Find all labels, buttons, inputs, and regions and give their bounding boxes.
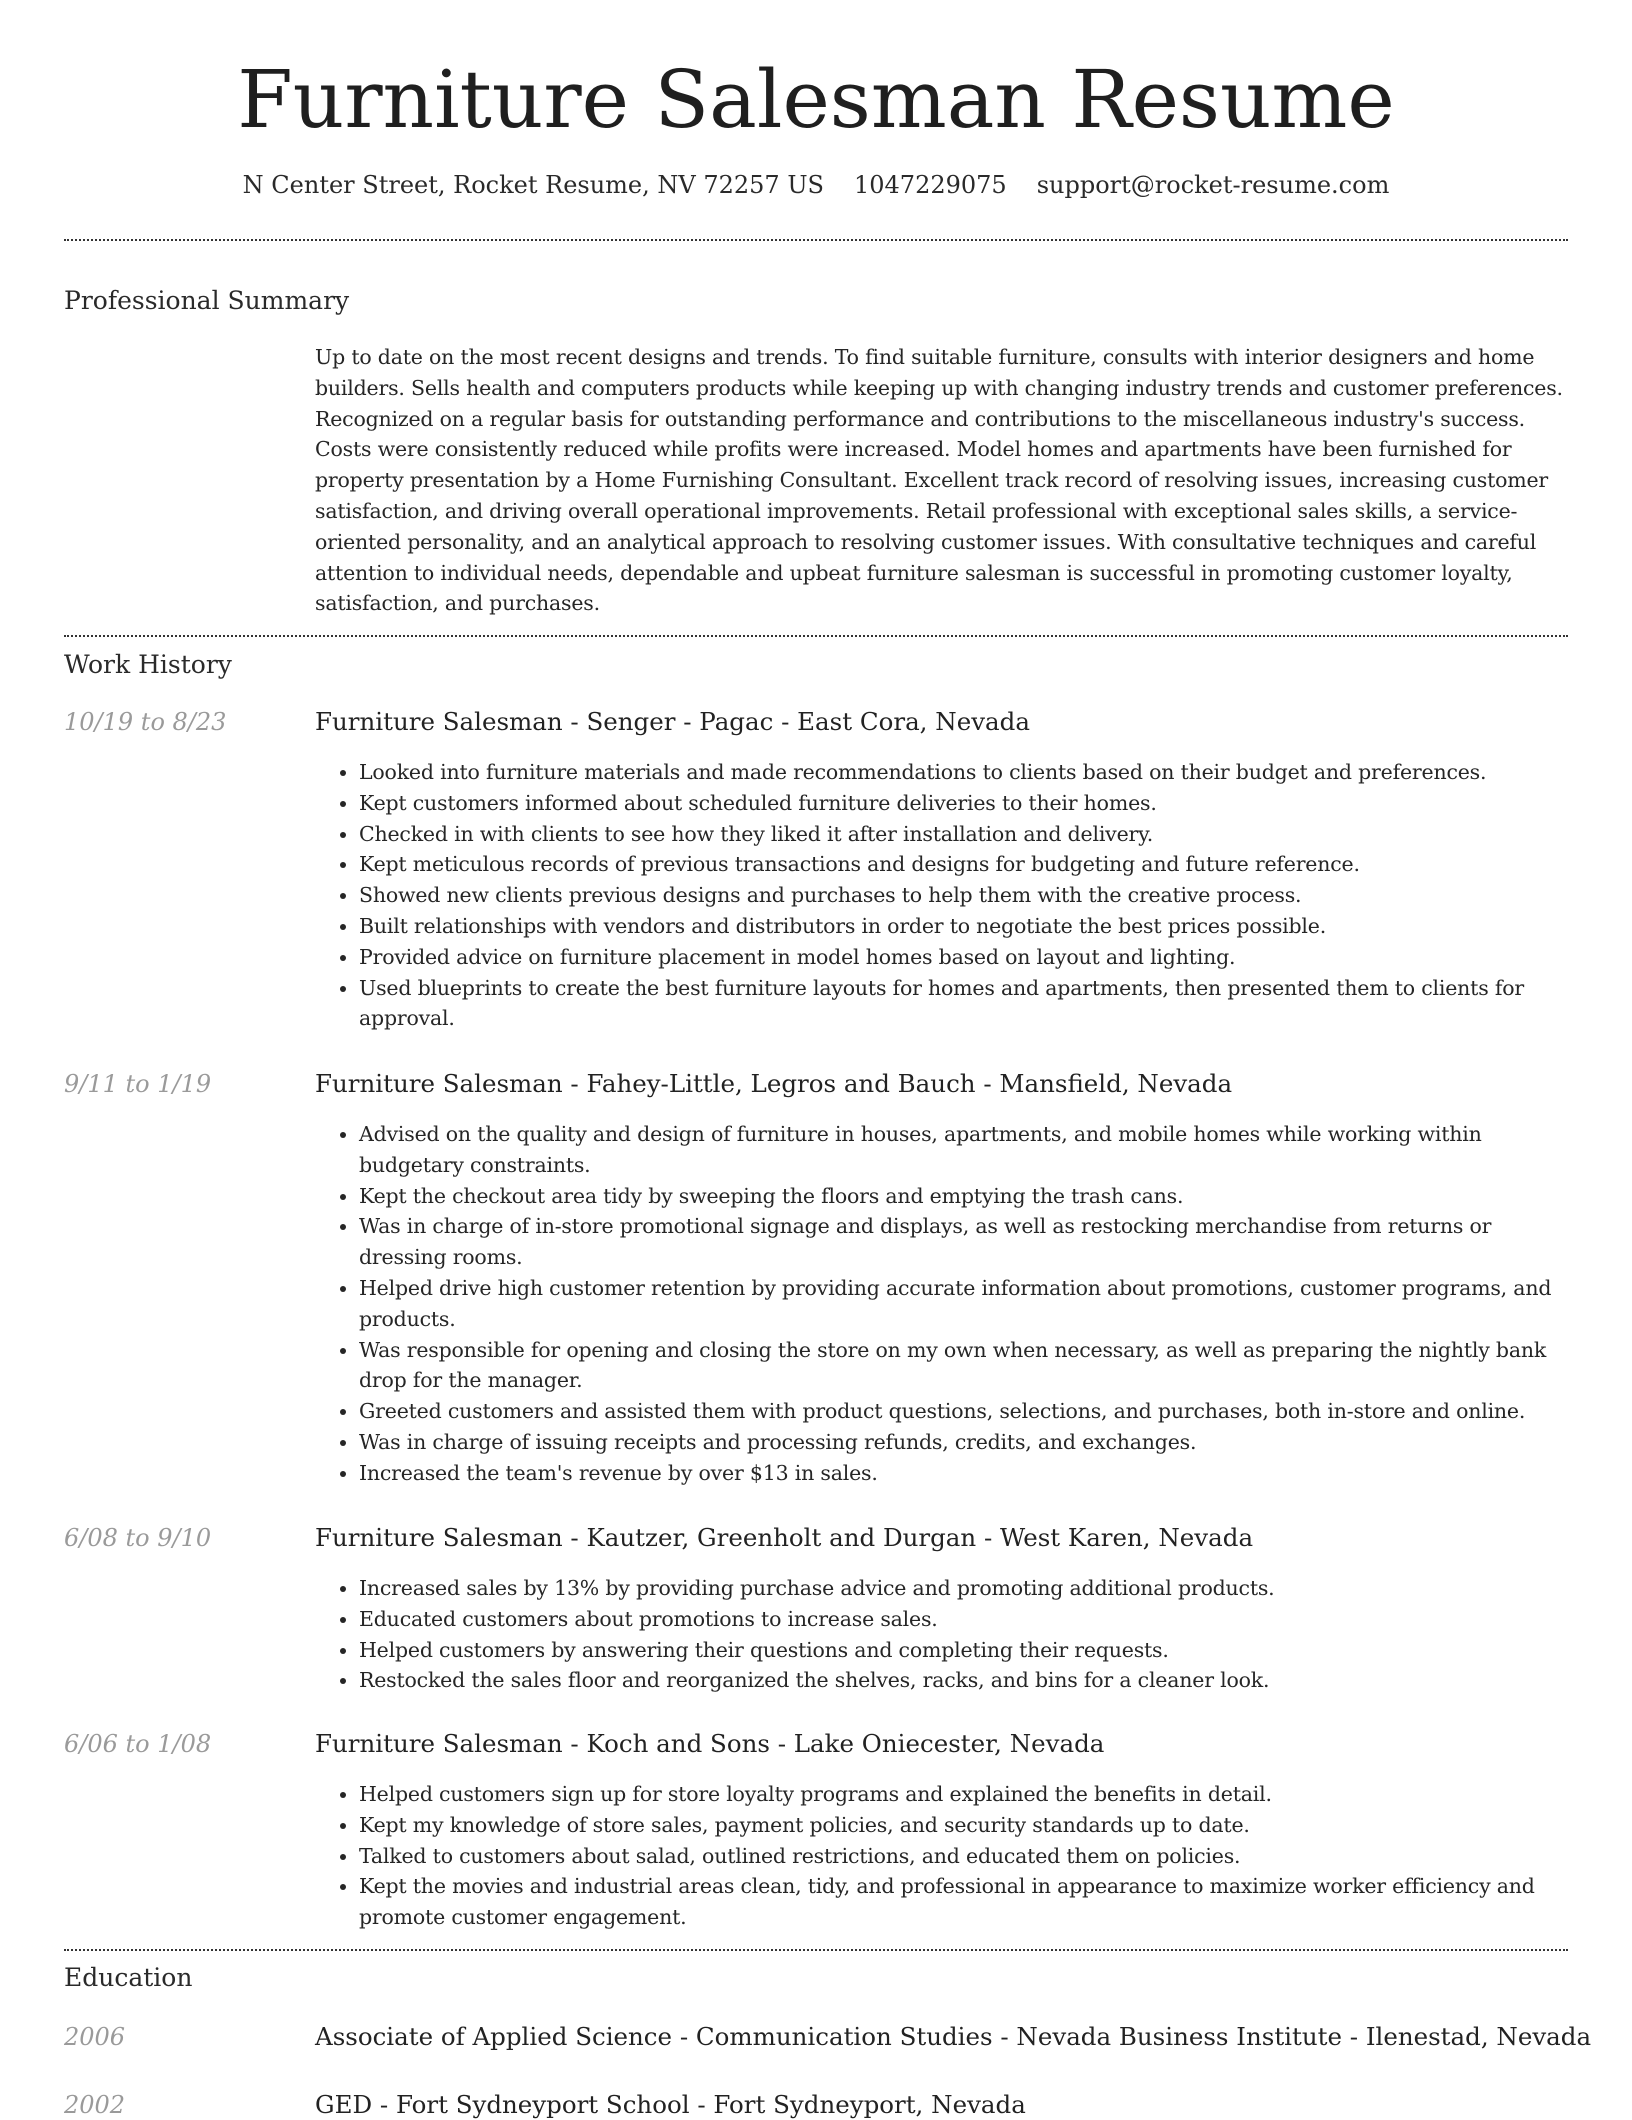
job-bullet: • Kept customers informed about scheduled furniture deliveries to their homes. <box>359 788 1568 819</box>
job-bullet: • Looked into furniture materials and made recommendations to clients based on their budget and preferences. <box>359 757 1568 788</box>
job-bullet: • Helped drive high customer retention by providing accurate information about promotions, customer programs, and products. <box>359 1273 1568 1335</box>
job-dates: 6/08 to 9/10 <box>64 1524 212 1552</box>
education-entry: Associate of Applied Science - Communication Studies - Nevada Business Institute - Ilenestad, Nevada <box>315 2022 1592 2051</box>
job-bullets <box>315 1573 1568 1696</box>
contact-address: N Center Street, Rocket Resume, NV 72257 US <box>242 171 824 199</box>
job-dates: 9/11 to 1/19 <box>64 1070 212 1098</box>
job-bullet: • Showed new clients previous designs and purchases to help them with the creative process. <box>359 880 1568 911</box>
contact-email: support@rocket-resume.com <box>1036 171 1390 199</box>
job-bullet: • Kept the movies and industrial areas clean, tidy, and professional in appearance to maximize worker efficiency and promote customer engagement. <box>359 1871 1568 1933</box>
divider-summary <box>64 635 1568 637</box>
section-heading-work-history: Work History <box>64 650 232 679</box>
job-dates: 6/06 to 1/08 <box>64 1730 212 1758</box>
divider-header <box>64 239 1568 241</box>
job-bullet: • Kept my knowledge of store sales, payment policies, and security standards up to date. <box>359 1810 1568 1841</box>
job-bullet: • Checked in with clients to see how they liked it after installation and delivery. <box>359 819 1568 850</box>
job-bullet: • Used blueprints to create the best furniture layouts for homes and apartments, then presented them to clients for approval. <box>359 973 1568 1035</box>
job-bullet: • Kept meticulous records of previous transactions and designs for budgeting and future reference. <box>359 849 1568 880</box>
job-bullets <box>315 1779 1568 1933</box>
summary-text: Up to date on the most recent designs and trends. To find suitable furniture, consults with interior designers and home builders. Sells health and computers products while keeping up with changing industry trends and customer preferences. Recognized on a regular basis for outstanding performance and contributions to the miscellaneous industry's success. Costs were consistently reduced while profits were increased. Model homes and apartments have been furnished for property presentation by a Home Furnishing Consultant. Excellent track record of resolving issues, increasing customer satisfaction, and driving overall operational improvements. Retail professional with exceptional sales skills, a service-oriented personality, and an analytical approach to resolving customer issues. With consultative techniques and careful attention to individual needs, dependable and upbeat furniture salesman is successful in promoting customer loyalty, satisfaction, and purchases. <box>315 345 1563 616</box>
job-bullets <box>315 1119 1568 1489</box>
contact-line <box>0 170 1632 200</box>
job-title: Furniture Salesman - Senger - Pagac - East Cora, Nevada <box>315 707 1030 736</box>
job-bullet: • Was in charge of in-store promotional signage and displays, as well as restocking merchandise from returns or dressing rooms. <box>359 1211 1568 1273</box>
job-bullet: • Advised on the quality and design of furniture in houses, apartments, and mobile homes while working within budgetary constraints. <box>359 1119 1568 1181</box>
contact-phone: 1047229075 <box>854 171 1007 199</box>
job-bullet: • Built relationships with vendors and distributors in order to negotiate the best prices possible. <box>359 911 1568 942</box>
education-entry: GED - Fort Sydneyport School - Fort Sydneyport, Nevada <box>315 2090 1026 2119</box>
job-bullet: • Greeted customers and assisted them with product questions, selections, and purchases, both in-store and online. <box>359 1396 1568 1427</box>
section-heading-education: Education <box>64 1963 193 1992</box>
job-bullet: • Talked to customers about salad, outlined restrictions, and educated them on policies. <box>359 1841 1568 1872</box>
job-bullet: • Helped customers sign up for store loyalty programs and explained the benefits in detail. <box>359 1779 1568 1810</box>
divider-work-history <box>64 1949 1568 1951</box>
job-bullet: • Provided advice on furniture placement in model homes based on layout and lighting. <box>359 942 1568 973</box>
job-title: Furniture Salesman - Fahey-Little, Legros and Bauch - Mansfield, Nevada <box>315 1069 1233 1098</box>
job-title: Furniture Salesman - Kautzer, Greenholt and Durgan - West Karen, Nevada <box>315 1523 1254 1552</box>
job-bullet: • Kept the checkout area tidy by sweeping the floors and emptying the trash cans. <box>359 1181 1568 1212</box>
job-bullet: • Increased sales by 13% by providing purchase advice and promoting additional products. <box>359 1573 1568 1604</box>
job-bullet: • Was in charge of issuing receipts and processing refunds, credits, and exchanges. <box>359 1427 1568 1458</box>
job-dates: 10/19 to 8/23 <box>64 708 227 736</box>
job-title: Furniture Salesman - Koch and Sons - Lake Oniecester, Nevada <box>315 1729 1105 1758</box>
job-bullet: • Helped customers by answering their questions and completing their requests. <box>359 1635 1568 1666</box>
job-bullet: • Educated customers about promotions to increase sales. <box>359 1604 1568 1635</box>
job-bullet: • Increased the team's revenue by over $13 in sales. <box>359 1458 1568 1489</box>
job-bullet: • Was responsible for opening and closing the store on my own when necessary, as well as preparing the nightly bank drop for the manager. <box>359 1335 1568 1397</box>
resume-title: Furniture Salesman Resume <box>237 53 1395 146</box>
section-heading-summary: Professional Summary <box>64 286 350 315</box>
job-bullets <box>315 757 1568 1034</box>
education-year: 2006 <box>64 2023 126 2051</box>
education-year: 2002 <box>64 2091 126 2119</box>
job-bullet: • Restocked the sales floor and reorganized the shelves, racks, and bins for a cleaner look. <box>359 1665 1568 1696</box>
